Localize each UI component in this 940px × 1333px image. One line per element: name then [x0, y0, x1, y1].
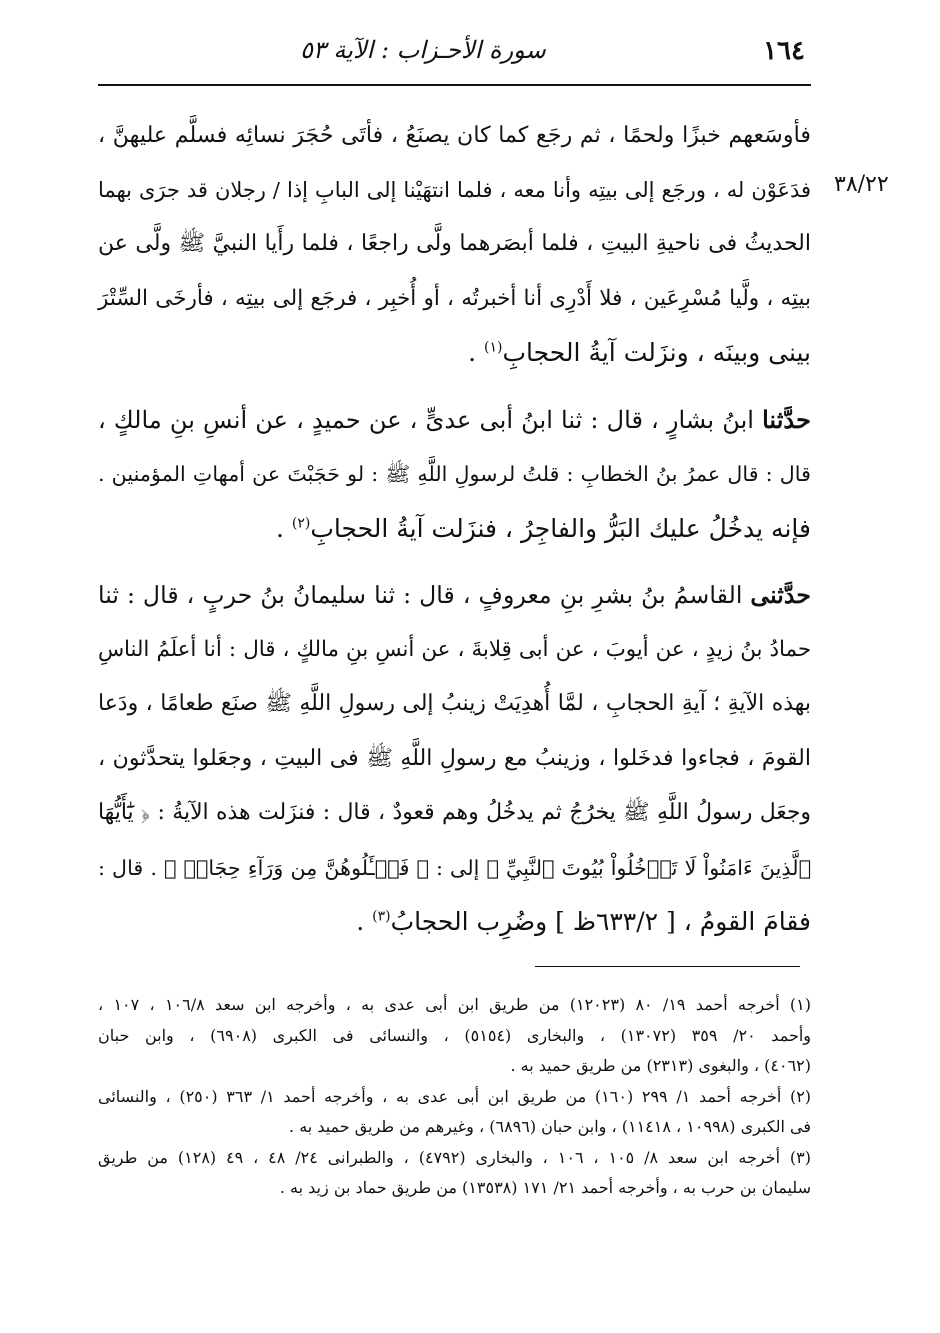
text-line: فأوسَعهم خبزًا ولحمًا ، ثم رجَع كما كان يصنَعُ ، فأتَى حُجَرَ نسائِه فسلَّم عليهنَّ ،	[98, 122, 811, 148]
chain-lead-word: حدَّثنا	[762, 404, 811, 434]
header-rule	[98, 84, 811, 86]
footnotes	[98, 990, 811, 1204]
footnote-3	[98, 1143, 811, 1204]
text-line-content: فقامَ القومُ ، [ ٦٣٣/٢ظ ] وضُرِب الحجابُ	[390, 907, 811, 936]
text-line: قال : قال عمرُ بنُ الخطابِ : قلتُ لرسولِ اللَّهِ ﷺ : لو حَجَبْتَ عن أمهاتِ المؤمنين .	[98, 462, 811, 486]
text-line: فدَعَوْن له ، ورجَع إلى بيتِه وأنا معه ، فلما انتهَيْنا إلى البابِ إذا / رجلان قد جرَى بهما	[98, 177, 811, 202]
footnote-line: وأحمد ٢٠/ ٣٥٩ (١٣٠٧٢) ، والبخارى (٥١٥٤) ، والنسائى فى الكبرى (٦٩٠٨) ، وابن حبان	[98, 1025, 811, 1045]
footnote-1	[98, 990, 811, 1082]
margin-page-reference: ٣٨/٢٢	[834, 172, 889, 197]
text-line: ٱلَّذِينَ ءَامَنُواْ لَا تَدۡخُلُواْ بُيُوتَ ٱلنَّبِيِّ ﴾ إلى : ﴿ فَسۡـَٔلُوهُنَّ مِن وَرَآءِ حِجَابٖ ﴾ . قال :	[98, 855, 811, 880]
paragraph-3	[98, 568, 811, 950]
text-line: الحديثُ فى ناحيةِ البيتِ ، فلما أبصَرهما ولَّى راجعًا ، فلما رأَيا النبيَّ ﷺ ولَّى عن	[98, 231, 811, 256]
footnote-ref: (١)	[484, 339, 503, 356]
footnote-line: فى الكبرى (١٠٩٩٨ ، ١١٤١٨) ، وابن حبان (٦٨٩٦) ، وغيرهم من طريق حميد به .	[289, 1117, 811, 1136]
text-line-content: ابنُ بشارٍ ، قال : ثنا ابنُ أبى عدىٍّ ، عن حميدٍ ، عن أنسِ بنِ مالكٍ ،	[98, 405, 763, 434]
footnote-2	[98, 1082, 811, 1143]
paragraph-1	[98, 108, 811, 381]
paragraph-2	[98, 393, 811, 557]
text-line: القومَ ، فجاءوا فدخَلوا ، وزينبُ مع رسولِ اللَّهِ ﷺ فى البيتِ ، وجعَلوا يتحدَّثون ،	[98, 745, 811, 771]
text-line-last: بينى وبينَه ، ونزَلت آيةُ الحجابِ$^{(١)}$ .	[468, 338, 811, 367]
main-text	[98, 108, 811, 962]
text-line: حمادُ بنُ زيدٍ ، عن أيوبَ ، عن أبى قِلابةَ ، عن أنسِ بنِ مالكٍ ، قال : أنا أعلَمُ الناسِ	[98, 636, 811, 662]
text-line-last: فإنه يدخُلُ عليك البَرُّ والفاجِرُ ، فنزَلت آيةُ الحجابِ$^{(٢)}$ .	[275, 513, 811, 543]
page-number: ١٦٤	[763, 36, 805, 66]
text-line-first	[98, 568, 811, 623]
footnote-line: (٢) أخرجه أحمد ١/ ٢٩٩ (١٦٠) من طريق ابن أبى عدى به ، وأخرجه أحمد ١/ ٣٦٣ (٢٥٠) ، والنسائى	[98, 1086, 812, 1106]
text-line: وجعَل رسولُ اللَّهِ ﷺ يخرُجُ ثم يدخُلُ وهم قعودٌ ، قال : فنزَلت هذه الآيةُ : ﴿ يَٰٓأَيُّهَا	[98, 800, 811, 825]
page-header	[100, 34, 805, 74]
text-line-first	[98, 393, 811, 448]
text-line-content: بينى وبينَه ، ونزَلت آيةُ الحجابِ	[502, 338, 811, 367]
text-line-content: القاسمُ بنُ بشرِ بنِ معروفٍ ، قال : ثنا سليمانُ بنُ حربٍ ، قال : ثنا	[98, 581, 751, 609]
footnote-line: سليمان بن حرب به ، وأخرجه أحمد ٢١/ ١٧١ (١٣٥٣٨) من طريق حماد بن زيد به .	[279, 1178, 811, 1197]
footnote-ref: (٢)	[291, 515, 311, 532]
chain-lead-word: حدَّثنى	[750, 581, 811, 609]
footnote-separator	[535, 966, 800, 967]
footnote-line: (٣) أخرجه ابن سعد ٨/ ١٠٥ ، ١٠٦ ، والبخارى (٤٧٩٢) ، والطبرانى ٢٤/ ٤٨ ، ٤٩ (١٢٨) من طريق	[98, 1147, 811, 1167]
footnote-line: (١) أخرجه أحمد ١٩/ ٨٠ (١٢٠٢٣) من طريق ابن أبى عدى به ، وأخرجه ابن سعد ١٠٦/٨ ، ١٠٧ ،	[98, 995, 812, 1014]
text-line-content: فإنه يدخُلُ عليك البَرُّ والفاجِرُ ، فنزَلت آيةُ الحجابِ	[310, 513, 811, 543]
text-line: بهذه الآيةِ ؛ آيةِ الحجابِ ، لمَّا أُهدِيَتْ زينبُ إلى رسولِ اللَّهِ ﷺ صنَع طعامًا ، ودَعا	[98, 691, 811, 716]
footnote-line: (٤٠٦٢) ، والبغوى (٢٣١٣) من طريق حميد به .	[510, 1056, 811, 1075]
text-line: بيتِه ، ولَّيا مُسْرِعَين ، فلا أَدْرِى أنا أخبرتُه ، أو أُخبِر ، فرجَع إلى بيتِه ، فأرخَى السِّتْرَ	[98, 285, 811, 311]
text-line-last: فقامَ القومُ ، [ ٦٣٣/٢ظ ] وضُرِب الحجابُ$^{(٣)}$ .	[356, 907, 811, 936]
footnote-ref: (٣)	[372, 908, 391, 925]
running-head: سورة الأحـزاب : الآية ٥٣	[300, 36, 546, 64]
